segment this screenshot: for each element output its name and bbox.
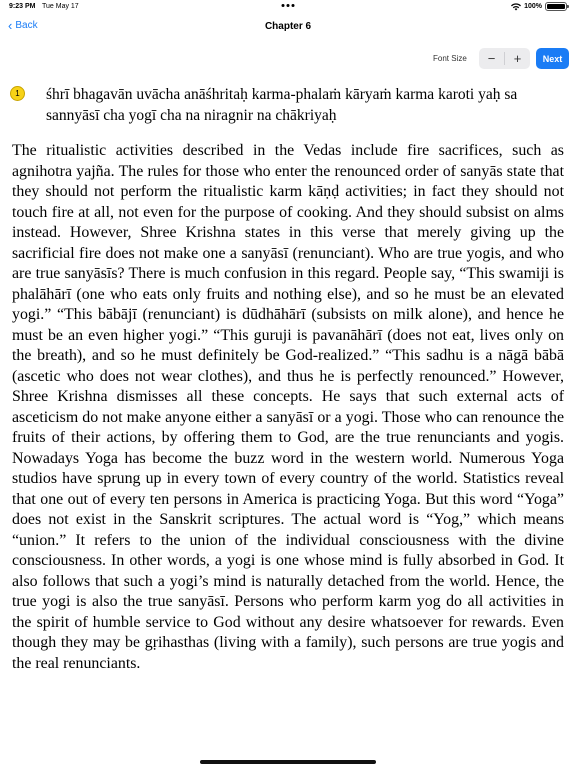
multitasking-dots-icon[interactable] [282, 4, 295, 7]
decrease-font-button[interactable]: − [487, 51, 496, 66]
status-date: Tue May 17 [42, 3, 79, 10]
battery-icon [545, 2, 567, 11]
verse-text: śhrī bhagavān uvācha anāśhritaḥ karma-phalaṁ kāryaṁ karma karoti yaḥ sa sannyāsī cha yogī cha na niragnir na chākriyaḥ [46, 86, 518, 124]
battery-percent: 100% [524, 3, 542, 10]
commentary-text: The ritualistic activities described in the Vedas include fire sacrifices, such as agnihotra yajña. The rules for those who enter the renounced order of sanyās state that they should not perform the ritualistic karm kāṇḍ activities; in fact they should not touch fire at all, not even for the purpose of cooking. And they should subsist on alms instead. However, Shree Krishna states in this verse that merely giving up the sacrificial fire does not make one a sanyāsī (renunciant). Who are true yogis, and who are true sanyāsīs? There is much confusion in this regard. People say, “This swamiji is phalāhārī (one who eats only fruits and nothing else), and so he must be an elevated yogi.” “This bābājī (renunciant) is dūdhāhārī (subsists on milk alone), and hence he must be an even higher yogi.” “This guruji is pavanāhārī (does not eat, lives only on the breath), and so he must definitely be God-realized.” “This sadhu is a nāgā bābā (ascetic who does not wear clothes), and thus he is perfectly renounced.” However, Shree Krishna dismisses all these concepts. He says that such external acts of asceticism do not make anyone either a sanyāsī or a yogi. Those who can renounce the fruits of their actions, by offering them to God, are the true renunciants and yogis. Nowadays Yoga has become the buzz word in the western world. Numerous Yoga studios have sprung up in every town of every country of the world. Statistics reveal that one out of every ten persons in America is practicing Yoga. But this word “Yoga” does not exist in the Sanskrit scriptures. The actual word is “Yog,” which means “union.” It refers to the union of the individual consciousness with the divine consciousness. In other words, a yogi is one whose mind is fully absorbed in God. It also follows that such a yogi’s mind is naturally detached from the world. Hence, the true yogi is also the true sanyāsī. Persons who perform karm yog do all activities in the spirit of humble service to God without any desire whatsoever for rewards. Even though they may be gṛihasthas (living with a family), such persons are true yogis and the real renunciants. [12, 142, 564, 672]
home-indicator[interactable] [200, 760, 376, 764]
verse-block [10, 84, 566, 126]
navigation-bar [0, 14, 576, 42]
font-controls [0, 48, 576, 70]
next-button[interactable]: Next [536, 48, 569, 69]
font-size-label: Font Size [433, 54, 467, 63]
wifi-icon [511, 3, 521, 11]
chevron-left-icon: ‹ [8, 17, 13, 33]
increase-font-button[interactable]: + [513, 51, 522, 66]
status-indicators [511, 2, 567, 11]
status-time: 9:23 PM [9, 3, 36, 10]
page-title: Chapter 6 [264, 21, 312, 32]
verse-number-badge: 1 [10, 86, 25, 101]
back-label: Back [15, 20, 38, 31]
status-bar [0, 0, 576, 14]
font-size-stepper[interactable] [479, 48, 530, 69]
